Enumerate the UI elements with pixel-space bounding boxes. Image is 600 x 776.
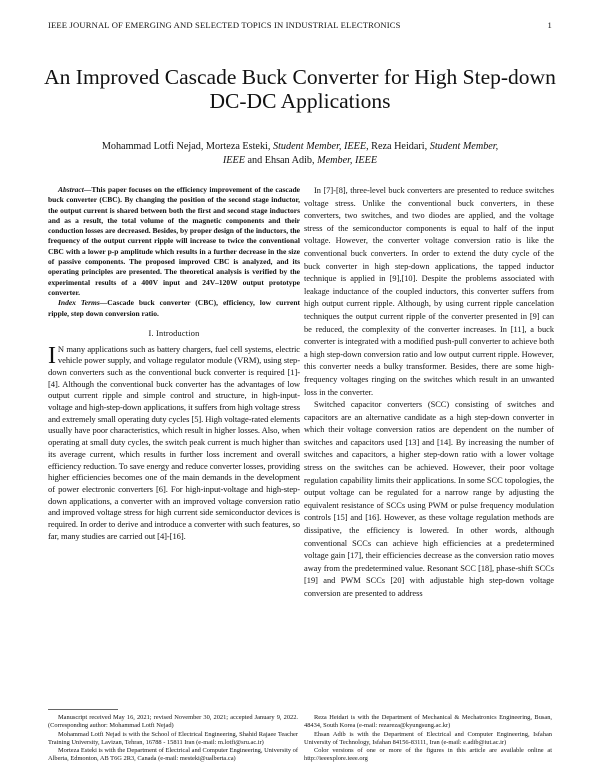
footnote-author-3: Reza Heidari is with the Department of Mechanical & Mechatronics Engineering, Busan, 48434, South Korea (e-mail: rezareza@kyungsung.ac.kr)	[304, 714, 552, 730]
dropcap-letter: I	[48, 342, 56, 369]
footnote-rule	[48, 709, 118, 710]
footnotes-right	[304, 714, 552, 764]
running-header	[48, 20, 552, 32]
author-list	[60, 140, 540, 168]
page-number: 1	[547, 20, 552, 30]
section-heading-introduction: I. Introduction	[148, 328, 200, 338]
footnote-author-1: Mohammad Lotfi Nejad is with the School of Electrical Engineering, Shahid Rajaee Teacher Training University, Lavizan, Tehran, 16788 - 15811 Iran (e-mail: m.lotfi@sru.ac.ir)	[48, 730, 298, 746]
footnote-author-4: Ehsan Adib is with the Department of Electrical and Computer Engineering, Isfahan University of Technology, Isfahan 84156-83111, Iran (e-mail: e.adib@iut.ac.ir)	[304, 730, 552, 746]
right-paragraph-1: In [7]-[8], three-level buck converters are presented to reduce switches voltage stress. Unlike the conventional buck converters, in these converters, two switches, and two diodes are applied, and the voltage stress of the semiconductor components is equal to half of the input voltage. However, the converter voltage conversion ratio is like the conventional buck converters. In order to extend the duty cycle of the buck converter in high step-down applications, the tapped inductor technique is applied in [9],[10]. Despite the problems associated with leakage inductance of the coupled inductors, this converter suffers from high output current ripple. Although, by using current ripple cancelation techniques the output current ripple of the converter presented in [9] can be reduced, the complexity of the converter increases. In [11], a buck converter is integrated with a modified push-pull converter to achieve both a high step-down conversion ratio and low output current ripple. However, this converter needs a bulky transformer. Besides, there are some high-frequency voltages ringing on the switches which result in an unwanted loss in the converter.	[304, 186, 554, 397]
authors-line1-mid: , Reza Heidari,	[366, 141, 430, 152]
author-role-2b: IEEE	[222, 155, 245, 166]
intro-paragraph-1: N many applications such as battery chargers, fuel cell systems, electric vehicle power supply, and voltage regulator module (VRM), using step-down converters such as the conventional buck converter is required [1]-[4]. Although the conventional buck converter has the advantages of low output current ripple and simple control and structure, in high-input-voltage and high-step-down applications, it suffers from high voltage stress and extremely small operating duty cycles [5]. High voltage-rated elements usually have poor characteristics, which result in higher losses. Also, when operating at small duty cycles, the switch peak current is much higher than its average current, which results in further loss increment and overall efficiency reduction. To save energy and reduce converter losses, providing higher efficiencies becomes one of the main demands in the development of power electronic converters [6]. For high-input-voltage and high-step-down applications, a converter with an improved voltage conversion ratio and improved voltage stress for high current side semiconductor devices is required. In order to derive and introduce a converter with such features, so far, many studies are carried out [4]-[16].	[48, 343, 300, 541]
authors-line2-plain: and Ehsan Adib,	[244, 155, 318, 166]
left-column	[48, 185, 300, 543]
author-role-2: Student Member,	[429, 141, 499, 152]
authors-line1-plain: Mohammad Lotfi Nejad, Morteza Esteki,	[101, 141, 273, 152]
abstract	[48, 185, 300, 298]
journal-title: IEEE JOURNAL OF EMERGING AND SELECTED TOPICS IN INDUSTRIAL ELECTRONICS	[48, 20, 401, 30]
paper-title: An Improved Cascade Buck Converter for High Step-down DC-DC Applications	[44, 65, 556, 113]
index-terms-label: Index Terms	[58, 298, 100, 308]
abstract-label: Abstract	[58, 185, 84, 194]
author-role-3: Member, IEEE	[317, 155, 378, 166]
index-terms	[48, 298, 300, 319]
footnotes-left	[48, 714, 298, 764]
index-terms-text: —Cascade buck converter (CBC), efficiency, low current ripple, step down conversion ratio.	[48, 298, 300, 318]
author-role-1: Student Member, IEEE	[272, 141, 367, 152]
right-paragraph-2: Switched capacitor converters (SCC) consisting of switches and capacitors are an alternative candidate as a high step-down converter in which their voltage conversion ratios are dependent on the number of switches and capacitors used [13] and [14]. By increasing the number of switches and capacitors, a higher step-down ratio with a lower voltage stress on the switches can be achieved. However, their poor voltage regulation capability limits their applications. In some SCC topologies, the output voltage can be regulated for a narrow range by adjusting the equivalent resistance of SCCs using PWM or pulse frequency modulation controls [15] and [16]. However, as these voltage regulation methods are dissipative, the efficiency is lowered. In other words, although conventional SCCs can achieve high efficiencies at a predetermined voltage gain [17], their efficiencies decrease as the conversion ratio moves away from the predetermined value. Resonant SCC [18], phase-shift SCCs [19] and PWM SCCs [20] with adjustable high step-down voltage conversion are presented to address	[304, 400, 554, 598]
right-column	[304, 185, 554, 601]
footnote-author-2: Morteza Esteki is with the Department of Electrical and Computer Engineering, University of Alberta, Edmonton, AB T6G 2R3, Canada (e-mail: mesteki@ualberta.ca)	[48, 747, 298, 763]
footnote-color-versions: Color versions of one or more of the figures in this article are available online at http://ieeexplore.ieee.org	[304, 747, 552, 763]
introduction-body	[48, 344, 300, 543]
abstract-text: —This paper focuses on the efficiency improvement of the cascade buck converter (CBC). By changing the position of the second stage inductor, the output current is shared between both the first and second stage inductors and as a result, the total volume of the magnetic components and their conduction losses are decreased. Besides, by proper design of the inductors, the frequency of the output current ripple will increase to twice the conventional CBC with a lower p-p amplitude which results in a further decrease in the size of passive components. The proposed improved CBC is analyzed, and its operating principles are presented. The theoretical analysis is verified by the experimental results of a 400V input and 24V–120W output prototype converter.	[48, 185, 300, 297]
footnote-manuscript: Manuscript received May 16, 2021; revised November 30, 2021; accepted January 9, 2022. (Corresponding author: Mohammad Lotfi Nejad)	[48, 714, 298, 730]
